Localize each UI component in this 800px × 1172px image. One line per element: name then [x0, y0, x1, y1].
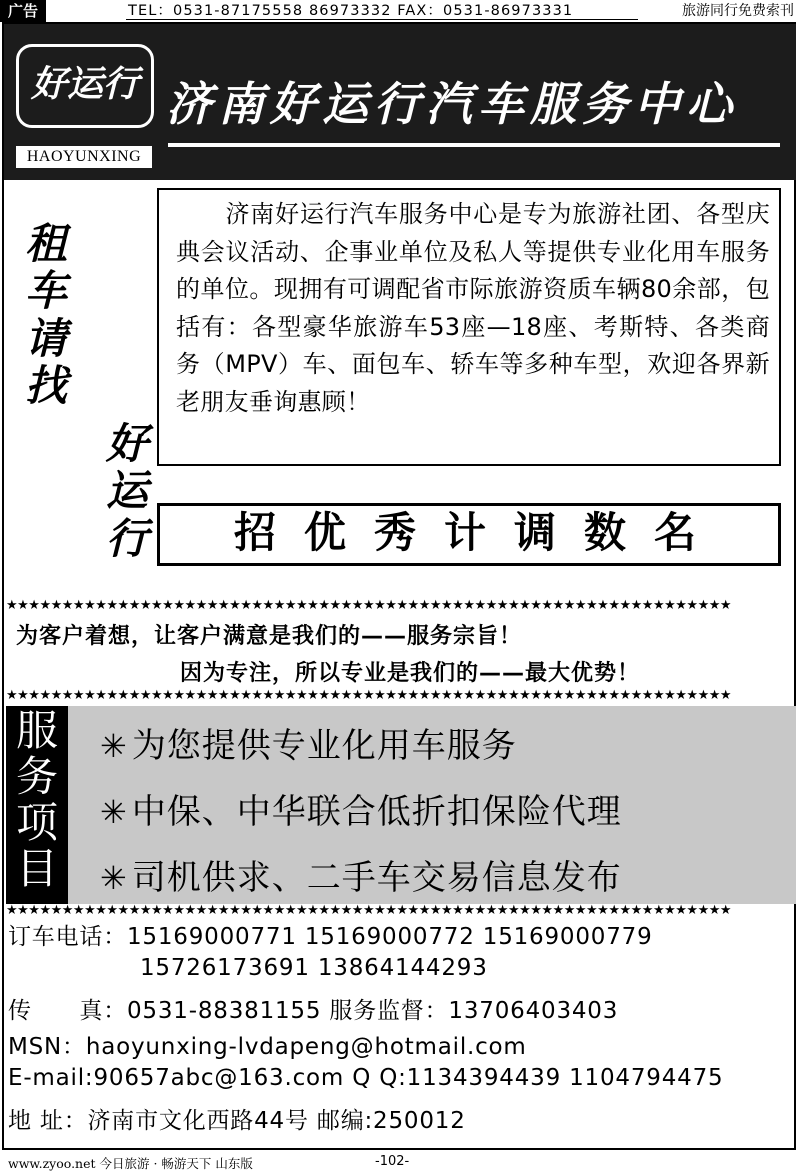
email-qq-line: E-mail:90657abc@163.com Q Q:1134394439 1104794475 — [8, 1065, 724, 1091]
service-item-label: 为您提供专业化用车服务 — [131, 726, 517, 766]
logo-text: 好运行 — [30, 63, 139, 105]
order-phone-line: 订车电话：15169000771 15169000772 15169000779 — [8, 924, 653, 950]
msn-line: MSN：haoyunxing-lvdapeng@hotmail.com — [8, 1034, 527, 1060]
description-text: 济南好运行汽车服务中心是专为旅游社团、各型庆典会议活动、企事业单位及私人等提供专业化用车服务的单位。现拥有可调配省市际旅游资质车辆80余部，包括有：各型豪华旅游车53座—18座、考斯特、各类商务（MPV）车、面包车、轿车等多种车型，欢迎各界新老朋友垂询惠顾！ — [176, 200, 770, 416]
star-divider: ★★★★★★★★★★★★★★★★★★★★★★★★★★★★★★★★★★★★★★★★★★★★★★★★★★★★★★★★★★★★★★★★★ — [6, 598, 732, 613]
fax-supervision-line: 传 真：0531-88381155 服务监督：13706403403 — [8, 998, 619, 1024]
page-number: -102- — [375, 1154, 410, 1169]
services-title: 服务项目 — [15, 706, 58, 893]
logo-english: HAOYUNXING — [16, 146, 152, 168]
service-item — [100, 718, 517, 767]
service-item — [100, 850, 622, 899]
address-line: 地 址：济南市文化西路44号 邮编:250012 — [8, 1108, 466, 1134]
top-contact-strip: TEL：0531-87175558 86973332 FAX：0531-86973331 — [128, 3, 574, 19]
service-item-label: 中保、中华联合低折扣保险代理 — [131, 792, 622, 832]
asterisk-star-icon: ✳ — [100, 727, 128, 765]
star-divider: ★★★★★★★★★★★★★★★★★★★★★★★★★★★★★★★★★★★★★★★★★★★★★★★★★★★★★★★★★★★★★★★★★ — [6, 688, 732, 703]
order-phone-line-2: 15726173691 13864144293 — [140, 955, 488, 981]
slogan-advantage: 因为专注，所以专业是我们的——最大优势！ — [180, 661, 641, 686]
slogan-service: 为客户着想，让客户满意是我们的——服务宗旨！ — [16, 624, 523, 649]
top-rule — [126, 19, 638, 20]
rent-car-vertical-text: 租车请找 — [24, 219, 67, 411]
service-item — [100, 784, 622, 833]
asterisk-star-icon: ✳ — [100, 793, 128, 831]
ad-label: 广告 — [0, 0, 46, 22]
haoyun-vertical-text: 好运行 — [105, 419, 148, 563]
header-rule — [168, 143, 780, 147]
company-name: 济南好运行汽车服务中心 — [166, 77, 738, 131]
recruit-text: 招优秀计调数名 — [233, 508, 724, 557]
asterisk-star-icon: ✳ — [100, 859, 128, 897]
footer-site-text: www.zyoo.net 今日旅游 · 畅游天下 山东版 — [8, 1156, 253, 1171]
star-divider: ★★★★★★★★★★★★★★★★★★★★★★★★★★★★★★★★★★★★★★★★★★★★★★★★★★★★★★★★★★★★★★★★★ — [6, 903, 732, 918]
service-item-label: 司机供求、二手车交易信息发布 — [131, 858, 622, 898]
free-index-label: 旅游同行免费索刊 — [682, 3, 794, 19]
